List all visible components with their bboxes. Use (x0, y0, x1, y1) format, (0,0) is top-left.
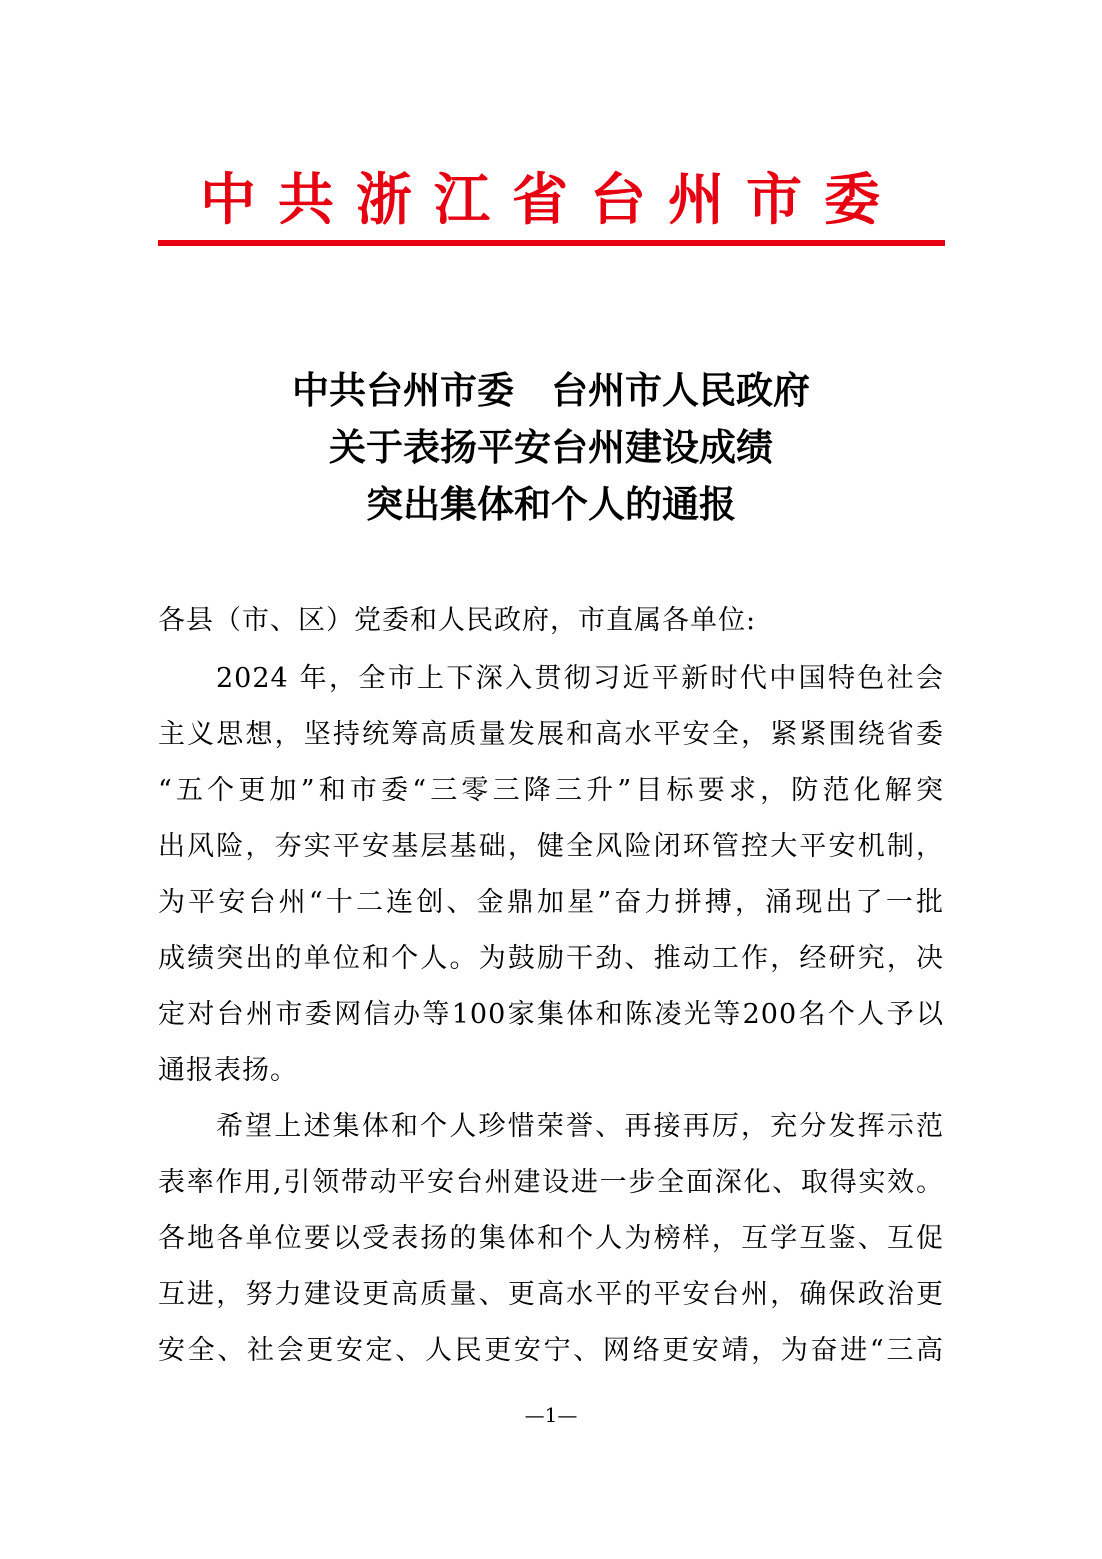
document-title-line: 关于表扬平安台州建设成绩 (329, 425, 773, 469)
body-line: 互进，努力建设更高质量、更高水平的平安台州，确保政治更 (158, 1279, 944, 1310)
body-line: 定对台州市委网信办等100家集体和陈凌光等200名个人予以 (158, 999, 944, 1030)
body-line: 表率作用,引领带动平安台州建设进一步全面深化、取得实效。 (158, 1167, 944, 1198)
body-line: 2024 年，全市上下深入贯彻习近平新时代中国特色社会 (216, 663, 944, 694)
body-line: 出风险，夯实平安基层基础，健全风险闭环管控大平安机制， (158, 831, 944, 862)
body-text (158, 651, 944, 1379)
body-line: 希望上述集体和个人珍惜荣誉、再接再厉，充分发挥示范 (216, 1111, 944, 1142)
body-line: 通报表扬。 (158, 1055, 298, 1086)
body-line: 为平安台州“十二连创、金鼎加星”奋力拼搏，涌现出了一批 (158, 887, 944, 918)
body-line: 成绩突出的单位和个人。为鼓励干劲、推动工作，经研究，决 (158, 943, 944, 974)
body-line: 安全、社会更安定、人民更安宁、网络更安靖，为奋进“三高 (158, 1335, 944, 1366)
masthead-title: 中共浙江省台州市委 (200, 167, 902, 233)
body-line: “五个更加”和市委“三零三降三升”目标要求，防范化解突 (158, 775, 944, 806)
document-title-line: 中共台州市委 台州市人民政府 (292, 368, 810, 412)
salutation: 各县（市、区）党委和人民政府，市直属各单位: (158, 605, 757, 636)
document-title-line: 突出集体和个人的通报 (366, 482, 736, 526)
page-number: —1— (524, 1403, 578, 1427)
body-line: 各地各单位要以受表扬的集体和个人为榜样，互学互鉴、互促 (158, 1223, 944, 1254)
body-line: 主义思想，坚持统筹高质量发展和高水平安全，紧紧围绕省委 (158, 719, 944, 750)
red-divider-rule (158, 240, 945, 246)
document-title (158, 362, 944, 533)
